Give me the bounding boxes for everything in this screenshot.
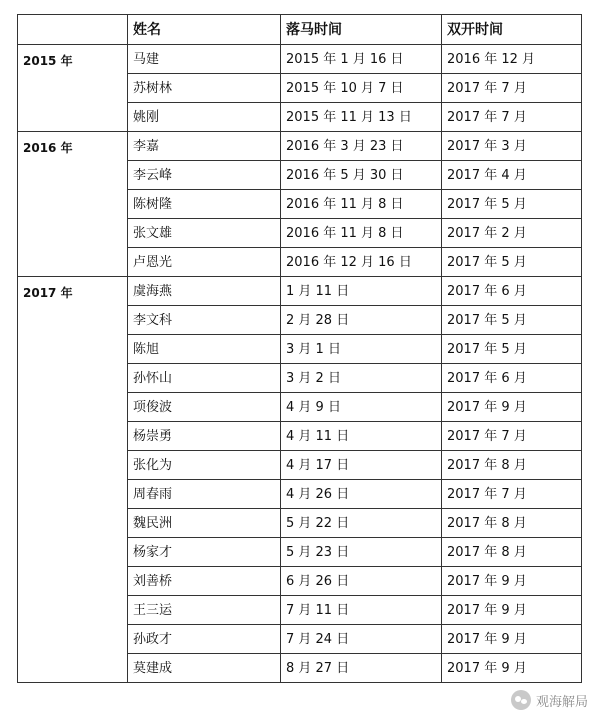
header-expel-date: 双开时间 [442,15,582,45]
date-cell: 2015 年 10 月 7 日 [281,74,442,103]
date-cell: 3 月 1 日 [281,335,442,364]
expel-cell: 2017 年 9 月 [442,393,582,422]
name-cell: 李文科 [128,306,281,335]
name-cell: 张化为 [128,451,281,480]
date-cell: 3 月 2 日 [281,364,442,393]
name-cell: 孙政才 [128,625,281,654]
name-cell: 杨崇勇 [128,422,281,451]
name-cell: 王三运 [128,596,281,625]
name-cell: 陈树隆 [128,190,281,219]
expel-cell: 2017 年 9 月 [442,596,582,625]
header-name: 姓名 [128,15,281,45]
header-year [18,15,128,45]
name-cell: 周春雨 [128,480,281,509]
date-cell: 2016 年 11 月 8 日 [281,219,442,248]
watermark-text: 观海解局 [535,694,588,710]
header-fall-date: 落马时间 [281,15,442,45]
expel-cell: 2017 年 7 月 [442,422,582,451]
expel-cell: 2017 年 8 月 [442,451,582,480]
name-cell: 姚刚 [128,103,281,132]
expel-cell: 2017 年 3 月 [442,132,582,161]
table-row [18,277,582,306]
expel-cell: 2017 年 5 月 [442,190,582,219]
expel-cell: 2017 年 8 月 [442,509,582,538]
date-cell: 4 月 11 日 [281,422,442,451]
date-cell: 2015 年 11 月 13 日 [281,103,442,132]
date-cell: 5 月 22 日 [281,509,442,538]
date-cell: 2016 年 3 月 23 日 [281,132,442,161]
year-cell: 2016 年 [18,132,128,277]
name-cell: 张文雄 [128,219,281,248]
date-cell: 2016 年 11 月 8 日 [281,190,442,219]
expel-cell: 2017 年 7 月 [442,103,582,132]
name-cell: 杨家才 [128,538,281,567]
date-cell: 2016 年 12 月 16 日 [281,248,442,277]
date-cell: 7 月 24 日 [281,625,442,654]
expel-cell: 2017 年 9 月 [442,567,582,596]
name-cell: 马建 [128,45,281,74]
expel-cell: 2017 年 5 月 [442,335,582,364]
name-cell: 李云峰 [128,161,281,190]
expel-cell: 2017 年 6 月 [442,364,582,393]
expel-cell: 2017 年 7 月 [442,480,582,509]
name-cell: 项俊波 [128,393,281,422]
date-cell: 7 月 11 日 [281,596,442,625]
officials-table [17,14,582,683]
expel-cell: 2017 年 6 月 [442,277,582,306]
date-cell: 2 月 28 日 [281,306,442,335]
name-cell: 李嘉 [128,132,281,161]
name-cell: 魏民洲 [128,509,281,538]
expel-cell: 2017 年 8 月 [442,538,582,567]
watermark [511,690,588,710]
year-cell: 2017 年 [18,277,128,683]
expel-cell: 2017 年 5 月 [442,306,582,335]
name-cell: 孙怀山 [128,364,281,393]
date-cell: 4 月 9 日 [281,393,442,422]
table-row [18,132,582,161]
expel-cell: 2017 年 9 月 [442,654,582,683]
date-cell: 1 月 11 日 [281,277,442,306]
name-cell: 陈旭 [128,335,281,364]
expel-cell: 2017 年 9 月 [442,625,582,654]
date-cell: 8 月 27 日 [281,654,442,683]
name-cell: 卢恩光 [128,248,281,277]
expel-cell: 2017 年 7 月 [442,74,582,103]
date-cell: 6 月 26 日 [281,567,442,596]
expel-cell: 2016 年 12 月 [442,45,582,74]
expel-cell: 2017 年 2 月 [442,219,582,248]
name-cell: 虞海燕 [128,277,281,306]
name-cell: 刘善桥 [128,567,281,596]
name-cell: 苏树林 [128,74,281,103]
table-body [18,45,582,683]
year-cell: 2015 年 [18,45,128,132]
table-header-row [18,15,582,45]
date-cell: 4 月 26 日 [281,480,442,509]
expel-cell: 2017 年 5 月 [442,248,582,277]
date-cell: 5 月 23 日 [281,538,442,567]
table-row [18,45,582,74]
expel-cell: 2017 年 4 月 [442,161,582,190]
date-cell: 2016 年 5 月 30 日 [281,161,442,190]
date-cell: 2015 年 1 月 16 日 [281,45,442,74]
date-cell: 4 月 17 日 [281,451,442,480]
name-cell: 莫建成 [128,654,281,683]
wechat-icon [511,690,531,710]
